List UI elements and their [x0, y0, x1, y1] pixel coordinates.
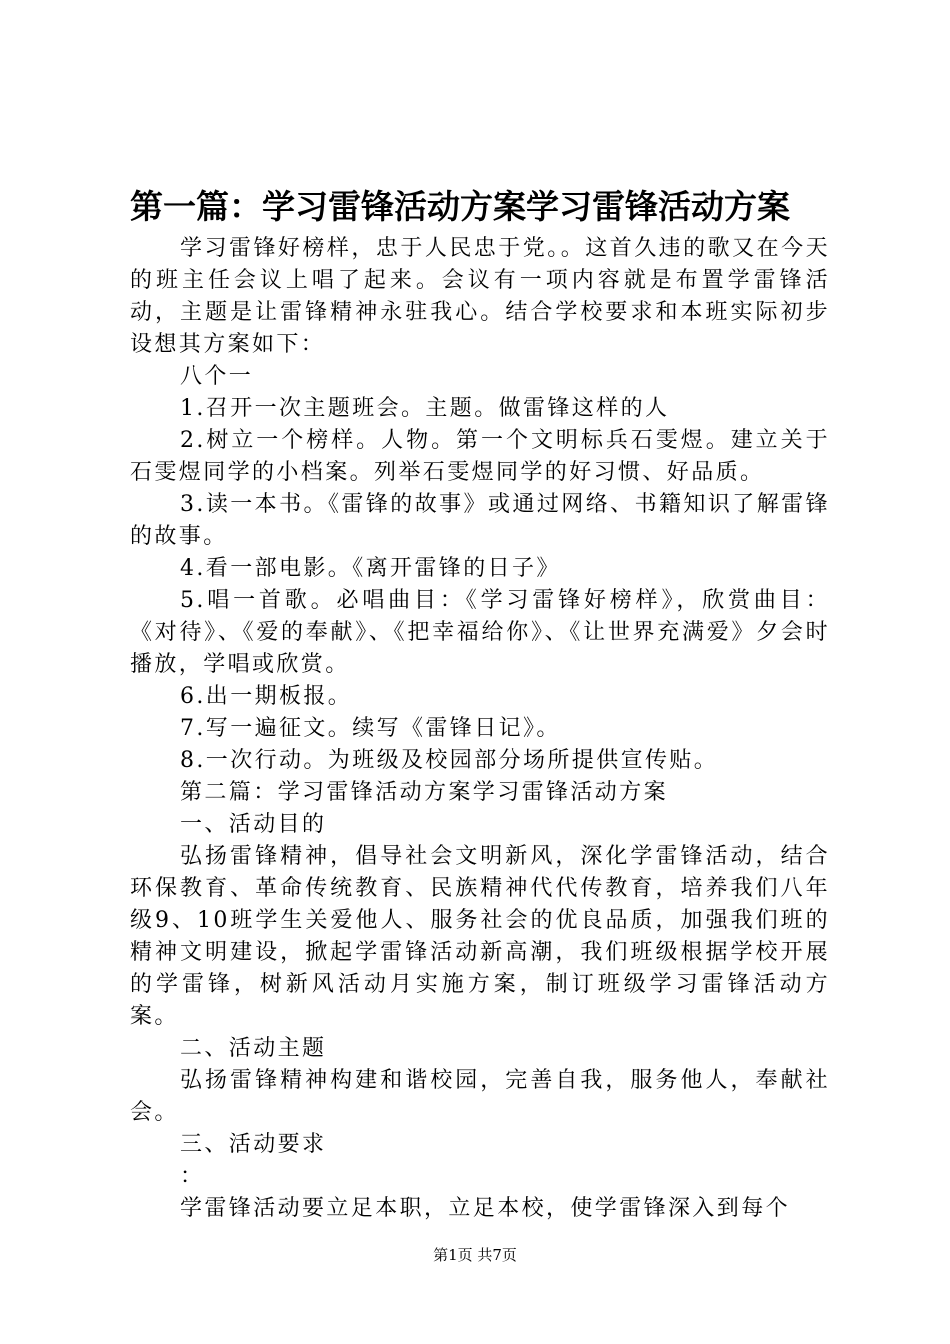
list-item-1: 1.召开一次主题班会。主题。做雷锋这样的人: [180, 396, 670, 421]
paragraph-colon: ：: [180, 1164, 205, 1189]
document-title: 第一篇：学习雷锋活动方案学习雷锋活动方案: [130, 187, 790, 226]
section-title-2: 第二篇：学习雷锋活动方案学习雷锋活动方案: [180, 780, 669, 805]
list-item-6: 6.出一期板报。: [180, 684, 353, 709]
paragraph-theme: 弘扬雷锋精神构建和谐校园，完善自我，服务他人，奉献社会。: [130, 1068, 830, 1125]
list-item-3: 3.读一本书。《雷锋的故事》或通过网络、书籍知识了解雷锋的故事。: [130, 492, 830, 549]
paragraph-purpose: 弘扬雷锋精神，倡导社会文明新风，深化学雷锋活动，结合环保教育、革命传统教育、民族精神代代传教育，培养我们八年级9、10班学生关爱他人、服务社会的优良品质，加强我们班的精神文明建设，掀起学雷锋活动新高潮，我们班级根据学校开展的学雷锋，树新风活动月实施方案，制订班级学习雷锋活动方案。: [130, 844, 830, 1029]
list-item-7: 7.写一遍征文。续写《雷锋日记》。: [180, 716, 561, 741]
list-item-5: 5.唱一首歌。必唱曲目：《学习雷锋好榜样》，欣赏曲目：《对待》、《爱的奉献》、《把幸福给你》、《让世界充满爱》夕会时播放，学唱或欣赏。: [130, 588, 830, 677]
list-item-4: 4.看一部电影。《离开雷锋的日子》: [180, 556, 561, 581]
list-item-2: 2.树立一个榜样。人物。第一个文明标兵石雯煜。建立关于石雯煜同学的小档案。列举石雯煜同学的好习惯、好品质。: [130, 428, 830, 485]
paragraph-heading-eight: 八个一: [180, 364, 254, 389]
section-heading-theme: 二、活动主题: [180, 1036, 327, 1061]
section-heading-requirements: 三、活动要求: [180, 1132, 327, 1157]
paragraph-intro: 学习雷锋好榜样，忠于人民忠于党。。这首久违的歌又在今天的班主任会议上唱了起来。会议有一项内容就是布置学雷锋活动，主题是让雷锋精神永驻我心。结合学校要求和本班实际初步设想其方案如下：: [130, 236, 830, 357]
document-body: [130, 233, 830, 1225]
list-item-8: 8.一次行动。为班级及校园部分场所提供宣传贴。: [180, 748, 719, 773]
section-heading-purpose: 一、活动目的: [180, 812, 327, 837]
page-footer: 第1页 共7页: [433, 1246, 517, 1264]
paragraph-requirements: 学雷锋活动要立足本职，立足本校，使学雷锋深入到每个: [180, 1196, 791, 1221]
